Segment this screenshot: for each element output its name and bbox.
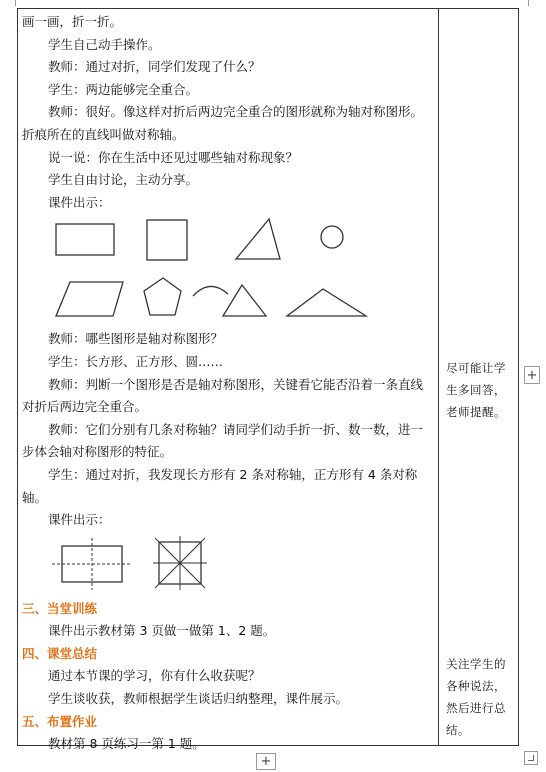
- section-heading: 四、课堂总结: [22, 645, 98, 661]
- parallelogram-shape: [56, 282, 123, 316]
- add-row-button[interactable]: +: [256, 753, 276, 770]
- header-crop-mark: [528, 0, 529, 6]
- process-column: [22, 11, 434, 756]
- judge-paragraph: 教师：判断一个图形是否是轴对称图形，关键看它能否沿着一条直线对折后两边完全重合。: [22, 376, 424, 415]
- text-line: 课件出示：: [48, 512, 111, 528]
- axes-svg: [22, 532, 434, 598]
- isosceles-triangle-shape: [223, 285, 266, 316]
- triangle-shape: [236, 219, 280, 259]
- symmetry-axes-figure: [22, 532, 434, 598]
- text-line: 课件出示：: [48, 194, 111, 210]
- text-line: 学生谈收获，教师根据学生谈话归纳整理，课件展示。: [48, 691, 349, 707]
- text-line: 说一说：你在生活中还见过哪些轴对称现象？: [48, 149, 299, 165]
- column-divider: [438, 9, 439, 745]
- text-line: 学生自由讨论，主动分享。: [48, 172, 199, 188]
- text-line: 教材第 8 页练习一第 1 题。: [48, 736, 205, 752]
- text-line: 学生自己动手操作。: [48, 36, 161, 52]
- section-heading: 三、当堂训练: [22, 600, 98, 616]
- answer-paragraph: 学生：通过对折，我发现长方形有 2 条对称轴，正方形有 4 条对称轴。: [22, 466, 418, 505]
- shapes-figure: [22, 214, 434, 328]
- lesson-table: [17, 8, 519, 752]
- section-heading: 五、布置作业: [22, 713, 98, 729]
- question-paragraph: 教师：它们分别有几条对称轴？请同学们动手折一折、数一数，进一步体会轴对称图形的特征。: [22, 421, 424, 460]
- circle-shape: [321, 226, 343, 248]
- rectangle-shape: [56, 224, 114, 255]
- add-column-button[interactable]: +: [524, 366, 540, 384]
- table-resize-handle[interactable]: [524, 751, 538, 765]
- text-line: 教师：通过对折，同学们发现了什么？: [48, 59, 261, 75]
- text-line: 通过本节课的学习，你有什么收获呢？: [48, 668, 261, 684]
- pentagon-shape: [144, 278, 181, 315]
- text-line: 课件出示教材第 3 页做一做第 1、2 题。: [48, 623, 276, 639]
- header-crop-mark: [15, 0, 16, 6]
- text-line: 学生：两边能够完全重合。: [48, 81, 199, 97]
- text-line: 画一画，折一折。: [22, 14, 123, 29]
- teaching-note: 关注学生的各种说法，然后进行总结。: [446, 657, 506, 737]
- text-line: 学生：长方形、正方形、圆……: [48, 353, 224, 369]
- shapes-svg: [22, 214, 434, 328]
- square-shape: [147, 220, 187, 260]
- text-line: 教师：哪些图形是轴对称图形？: [48, 331, 224, 347]
- obtuse-triangle-shape: [287, 289, 366, 316]
- axis-definition-paragraph: 教师：很好。像这样对折后两边完全重合的图形就称为轴对称图形。折痕所在的直线叫做对称轴。: [22, 104, 424, 142]
- arc-shape: [193, 287, 228, 297]
- teaching-note: 尽可能让学生多回答，老师提醒。: [446, 361, 506, 419]
